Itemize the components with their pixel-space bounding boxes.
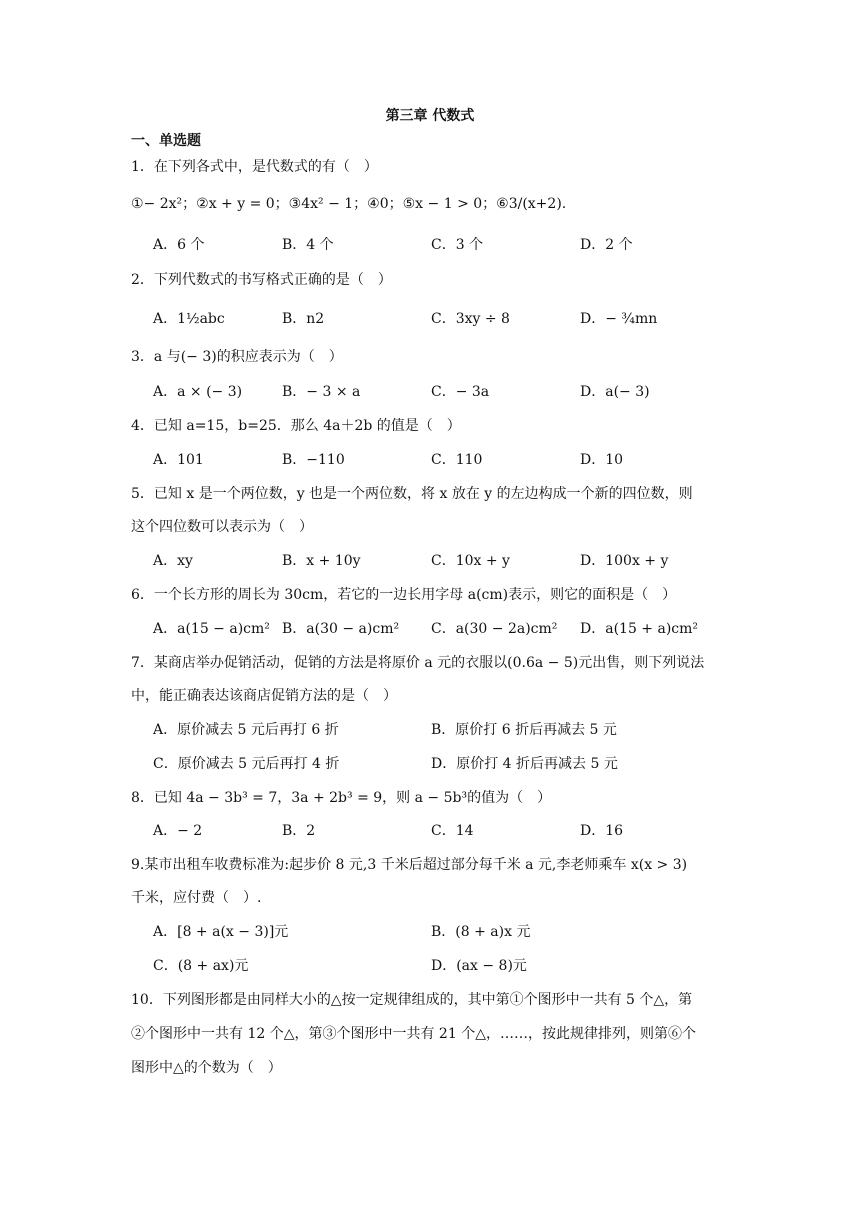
question-8-option-d: D．16 xyxy=(580,823,624,839)
question-6-option-c: C．a(30 − 2a)cm² xyxy=(431,621,558,637)
question-5-option-d: D．100x + y xyxy=(580,553,669,569)
question-7-option-a: A．原价减去 5 元后再打 6 折 xyxy=(153,722,339,738)
question-7-stem-line-1: 7．某商店举办促销活动，促销的方法是将原价 a 元的衣服以(0.6a − 5)元出售，则下列说法 xyxy=(131,655,705,671)
question-5-option-b: B．x + 10y xyxy=(282,553,361,569)
question-5-stem-line-2: 这个四位数可以表示为（ ） xyxy=(131,519,313,535)
question-3-option-a: A．a × (− 3) xyxy=(153,384,243,400)
question-5-stem-line-1: 5．已知 x 是一个两位数，y 也是一个两位数，将 x 放在 y 的左边构成一个新的四位数，则 xyxy=(131,486,693,502)
question-6-option-a: A．a(15 − a)cm² xyxy=(153,621,270,637)
question-10-stem-line-3: 图形中△的个数为（ ） xyxy=(131,1060,282,1076)
question-1-items: ①− 2x²；②x + y = 0；③4x² − 1；④0；⑤x − 1 > 0；⑥3/(x+2). xyxy=(131,196,567,212)
question-8-option-b: B．2 xyxy=(282,823,316,839)
question-4-option-a: A．101 xyxy=(153,452,204,468)
question-2-option-c: C．3xy ÷ 8 xyxy=(431,311,510,327)
question-3-option-d: D．a(− 3) xyxy=(580,384,650,400)
question-1-stem: 1．在下列各式中，是代数式的有（ ） xyxy=(131,159,378,175)
question-1-option-d: D．2 个 xyxy=(580,237,633,253)
question-9-option-a: A．[8 + a(x − 3)]元 xyxy=(153,924,289,940)
question-9-option-d: D．(ax − 8)元 xyxy=(431,958,527,974)
question-3-stem: 3．a 与(− 3)的积应表示为（ ） xyxy=(131,349,343,365)
question-9-option-c: C．(8 + ax)元 xyxy=(153,958,249,974)
question-4-option-c: C．110 xyxy=(431,452,483,468)
question-1-option-a: A．6 个 xyxy=(153,237,205,253)
question-6-stem: 6．一个长方形的周长为 30cm，若它的一边长用字母 a(cm)表示，则它的面积是（ ） xyxy=(131,587,677,603)
page-title: 第三章 代数式 xyxy=(385,108,475,124)
question-1-option-b: B．4 个 xyxy=(282,237,334,253)
question-7-option-d: D．原价打 4 折后再减去 5 元 xyxy=(431,756,618,772)
question-7-stem-line-2: 中，能正确表达该商店促销方法的是（ ） xyxy=(131,688,397,704)
question-9-stem-line-2: 千米，应付费（ ）. xyxy=(131,890,262,906)
section-heading: 一、单选题 xyxy=(131,133,201,149)
question-2-option-d: D．− ¾mn xyxy=(580,311,658,327)
question-8-option-a: A．− 2 xyxy=(153,823,203,839)
question-8-option-c: C．14 xyxy=(431,823,474,839)
question-10-stem-line-1: 10．下列图形都是由同样大小的△按一定规律组成的，其中第①个图形中一共有 5 个△，第 xyxy=(131,992,693,1008)
question-5-option-c: C．10x + y xyxy=(431,553,510,569)
question-6-option-d: D．a(15 + a)cm² xyxy=(580,621,699,637)
question-3-option-b: B．− 3 × a xyxy=(282,384,361,400)
question-4-option-b: B．−110 xyxy=(282,452,345,468)
question-6-option-b: B．a(30 − a)cm² xyxy=(282,621,400,637)
question-1-option-c: C．3 个 xyxy=(431,237,484,253)
question-2-stem: 2．下列代数式的书写格式正确的是（ ） xyxy=(131,272,392,288)
question-4-stem: 4．已知 a=15，b=25．那么 4a＋2b 的值是（ ） xyxy=(131,418,461,434)
question-2-option-b: B．n2 xyxy=(282,311,325,327)
question-9-option-b: B．(8 + a)x 元 xyxy=(431,924,531,940)
question-7-option-c: C．原价减去 5 元后再打 4 折 xyxy=(153,756,340,772)
question-8-stem: 8．已知 4a − 3b³ = 7，3a + 2b³ = 9，则 a − 5b³的值为（ ） xyxy=(131,790,552,806)
question-9-stem-line-1: 9.某市出租车收费标准为:起步价 8 元,3 千米后超过部分每千米 a 元,李老师乘车 x(x > 3) xyxy=(131,857,688,873)
question-4-option-d: D．10 xyxy=(580,452,624,468)
question-5-option-a: A．xy xyxy=(153,553,193,569)
question-10-stem-line-2: ②个图形中一共有 12 个△，第③个图形中一共有 21 个△，……，按此规律排列，则第⑥个 xyxy=(131,1026,696,1042)
question-7-option-b: B．原价打 6 折后再减去 5 元 xyxy=(431,722,617,738)
question-3-option-c: C．− 3a xyxy=(431,384,490,400)
question-2-option-a: A．1½abc xyxy=(153,311,225,327)
